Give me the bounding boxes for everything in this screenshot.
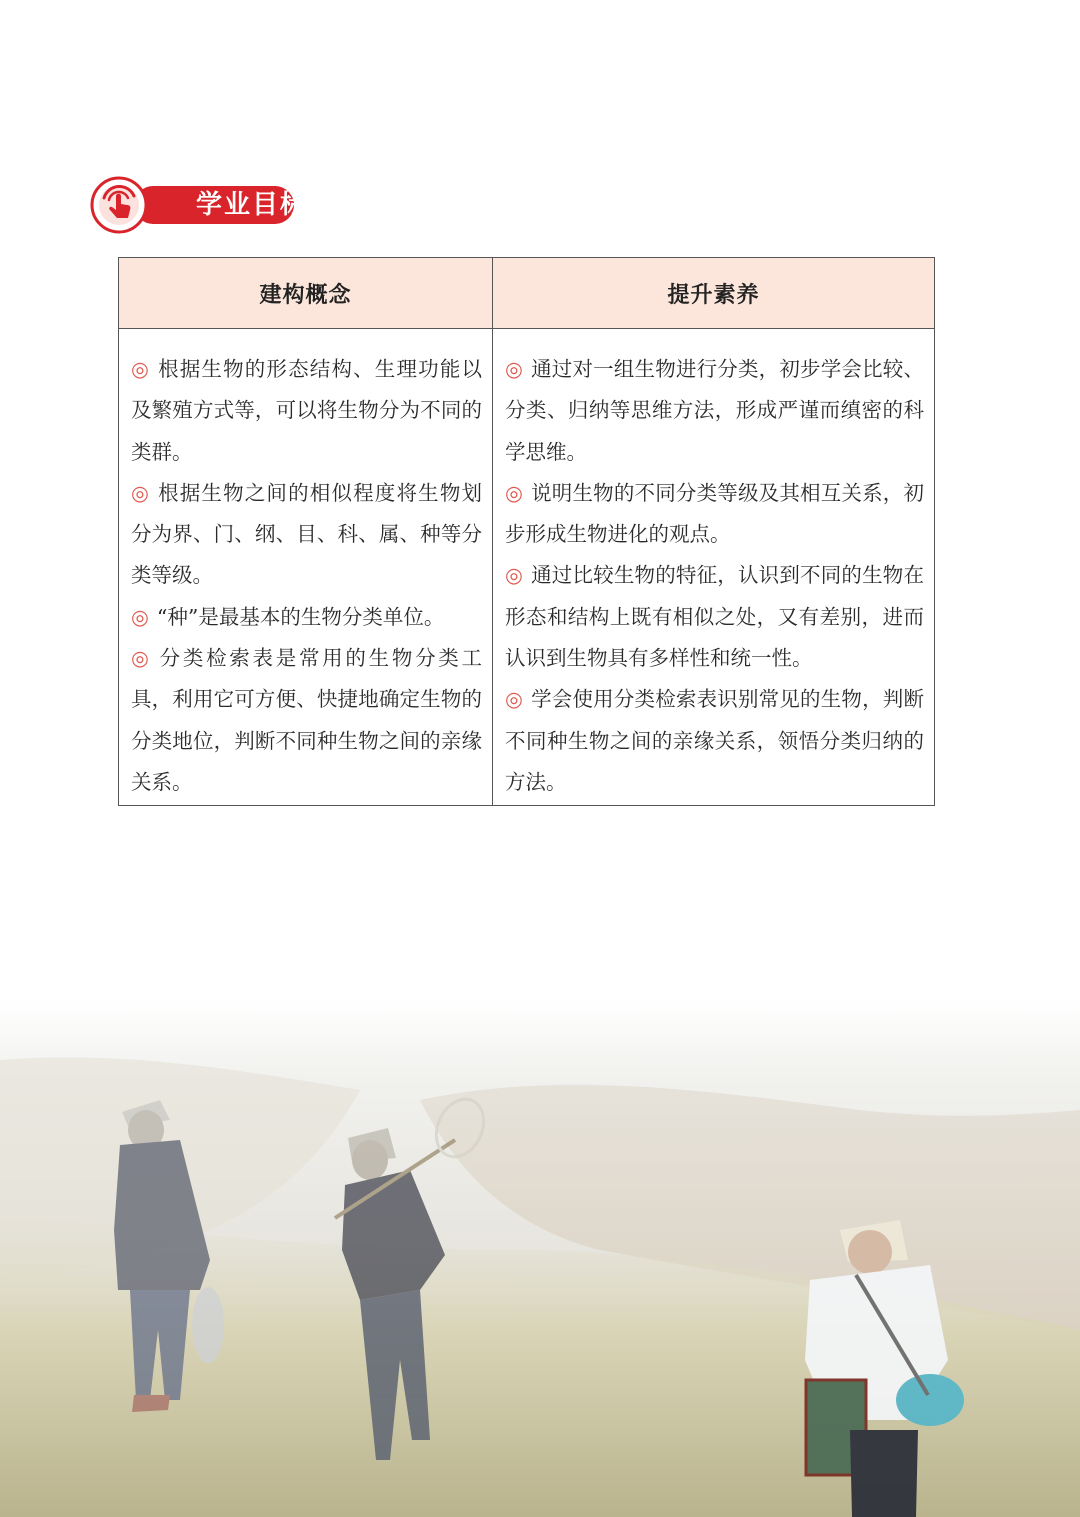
list-item (505, 555, 924, 679)
badge-pill (134, 186, 309, 224)
section-badge (90, 176, 309, 234)
item-text: 通过比较生物的特征，认识到不同的生物在形态和结构上既有相似之处，又有差别，进而认识到生物具有多样性和统一性。 (505, 563, 924, 671)
bullet-icon: ◎ (505, 357, 524, 381)
background-photo (0, 1000, 1080, 1517)
bullet-icon: ◎ (131, 604, 149, 629)
bullet-icon: ◎ (131, 480, 151, 505)
item-text: 分类检索表是常用的生物分类工具，利用它可方便、快捷地确定生物的分类地位，判断不同种生物之间的亲缘关系。 (131, 646, 483, 794)
list-item (131, 638, 482, 803)
item-text: 说明生物的不同分类等级及其相互关系，初步形成生物进化的观点。 (505, 480, 924, 547)
list-item (131, 473, 482, 597)
bullet-icon: ◎ (505, 480, 524, 505)
bullet-icon: ◎ (505, 687, 524, 712)
bullet-icon: ◎ (131, 357, 151, 381)
item-text: 通过对一组生物进行分类，初步学会比较、分类、归纳等思维方法，形成严谨而缜密的科学思维。 (505, 357, 924, 464)
bullet-icon: ◎ (505, 563, 524, 588)
bullet-icon: ◎ (131, 646, 152, 671)
badge-label: 学业目标 (196, 190, 309, 220)
list-item (131, 349, 482, 473)
item-text: 根据生物之间的相似程度将生物划分为界、门、纲、目、科、属、种等分类等级。 (131, 480, 482, 588)
competencies-body (493, 329, 934, 803)
concepts-column (119, 258, 493, 805)
concepts-body (119, 329, 492, 803)
list-item (505, 473, 924, 556)
competencies-column (493, 258, 934, 805)
learning-goals-table (118, 257, 935, 806)
pointer-hand-icon (90, 176, 148, 234)
item-text: “种”是最基本的生物分类单位。 (156, 604, 445, 629)
item-text: 学会使用分类检索表识别常见的生物，判断不同种生物之间的亲缘关系，领悟分类归纳的方法。 (505, 687, 924, 794)
item-text: 根据生物的形态结构、生理功能以及繁殖方式等，可以将生物分为不同的类群。 (131, 357, 482, 464)
competencies-header: 提升素养 (493, 258, 934, 329)
list-item (505, 349, 924, 473)
list-item (505, 679, 924, 803)
list-item (131, 597, 482, 638)
concepts-header: 建构概念 (119, 258, 492, 329)
